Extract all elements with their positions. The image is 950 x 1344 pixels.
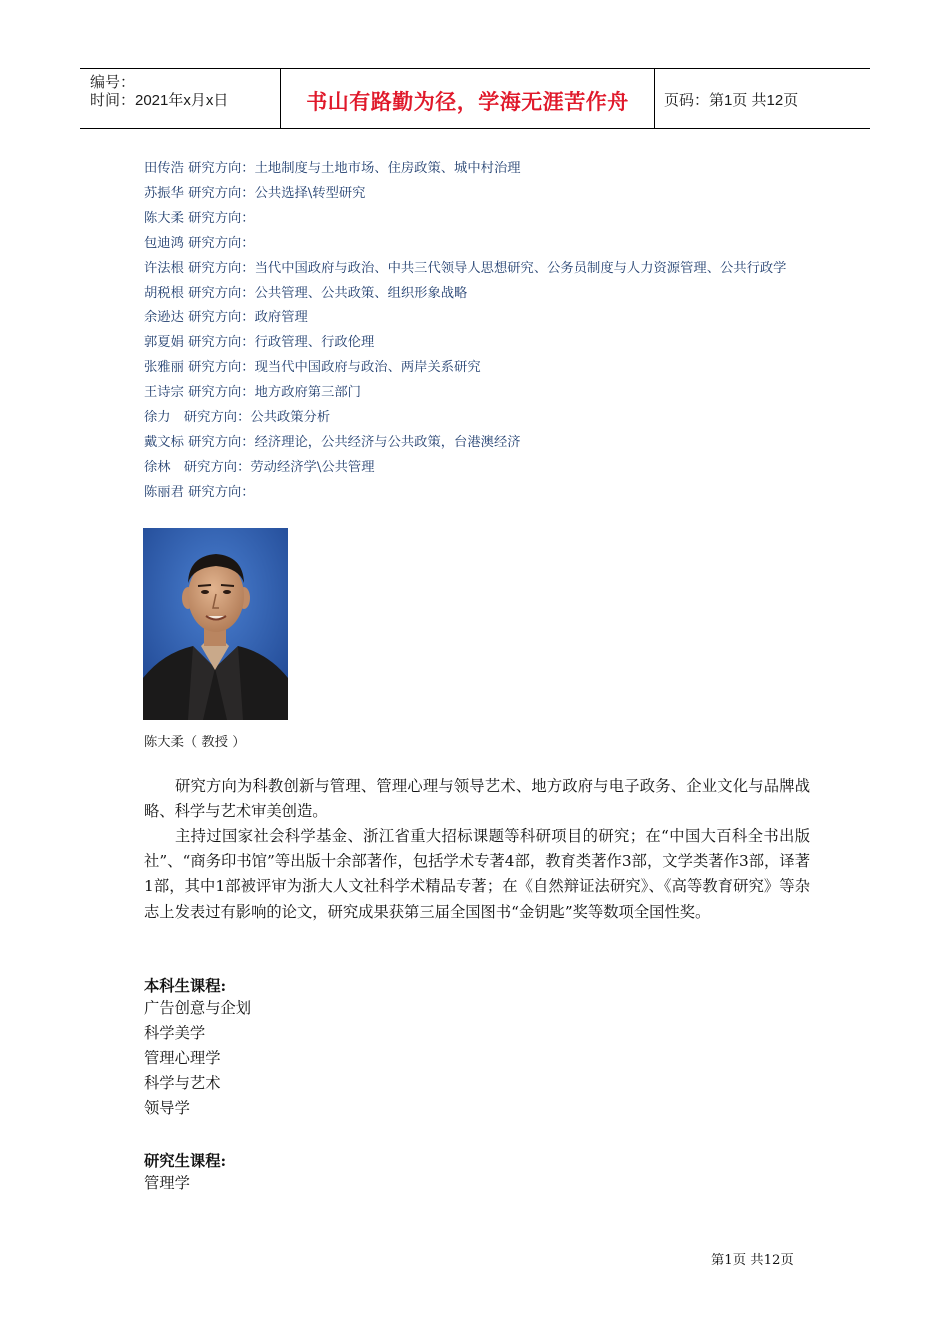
course-item: 科学与艺术 <box>144 1073 221 1092</box>
document-date: 时间：2021年x月x日 <box>90 92 229 109</box>
faculty-entry: 田传浩 研究方向：土地制度与土地市场、住房政策、城中村治理 <box>144 161 521 176</box>
course-item: 领导学 <box>144 1098 190 1117</box>
faculty-entry: 苏振华 研究方向：公共选择\转型研究 <box>144 185 366 201</box>
faculty-entry: 戴文标 研究方向：经济理论，公共经济与公共政策，台港澳经济 <box>144 434 521 450</box>
undergrad-course-list <box>144 996 251 1121</box>
faculty-entry: 陈大柔 研究方向： <box>144 210 255 226</box>
portrait-caption: 陈大柔（ 教授 ） <box>144 735 246 750</box>
course-item: 管理心理学 <box>144 1048 221 1067</box>
graduate-courses-heading: 研究生课程: <box>144 1152 227 1170</box>
faculty-entry: 张雅丽 研究方向：现当代中国政府与政治、两岸关系研究 <box>144 360 481 376</box>
header-motto: 书山有路勤为径，学海无涯苦作舟 <box>306 89 629 114</box>
faculty-entry: 徐力 研究方向：公共政策分析 <box>144 410 331 426</box>
faculty-entry: 王诗宗 研究方向：地方政府第三部门 <box>144 385 361 401</box>
faculty-entry: 郭夏娟 研究方向：行政管理、行政伦理 <box>144 335 375 351</box>
faculty-entry: 余逊达 研究方向：政府管理 <box>144 310 308 326</box>
course-item: 广告创意与企划 <box>144 999 252 1017</box>
course-item: 科学美学 <box>144 1023 206 1042</box>
faculty-entry: 许法根 研究方向：当代中国政府与政治、中共三代领导人思想研究、公务员制度与人力资源管理、公共行政学 <box>144 260 787 276</box>
faculty-entry: 胡税根 研究方向：公共管理、公共政策、组织形象战略 <box>144 285 468 301</box>
portrait-photo <box>143 528 288 720</box>
header-motto-cell <box>281 69 655 128</box>
graduate-course-list <box>144 1171 190 1196</box>
achievements-paragraph: 主持过国家社会科学基金、浙江省重大招标课题等科研项目的研究；在“中国大百科全书出版社”、“商务印书馆”等出版十余部著作，包括学术专著4部，教育类著作3部，文学类著作3部，译著1部，其中1部被评审为浙大人文社科学术精品专著；在《自然辩证法研究》、《高等教育研究》等杂志上发表过有影响的论文，研究成果获第三届全国图书“金钥匙”奖等数项全国性奖。 <box>144 827 810 921</box>
page-footer: 第1页 共12页 <box>711 1253 794 1268</box>
document-number: 编号： <box>90 74 136 91</box>
course-item: 管理学 <box>144 1174 190 1192</box>
header-page-cell <box>655 69 870 128</box>
header-page-number: 页码：第1页 共12页 <box>664 92 799 109</box>
undergrad-courses-heading: 本科生课程: <box>144 977 227 995</box>
faculty-entry: 陈丽君 研究方向： <box>144 484 255 500</box>
faculty-entry: 徐林 研究方向：劳动经济学\公共管理 <box>144 459 375 475</box>
header-info-cell <box>80 69 281 128</box>
faculty-entry: 包迪鸿 研究方向： <box>144 235 255 251</box>
faculty-list <box>144 157 814 506</box>
page-header <box>80 68 870 129</box>
research-direction-paragraph: 研究方向为科教创新与管理、管理心理与领导艺术、地方政府与电子政务、企业文化与品牌战略、科学与艺术审美创造。 <box>144 777 810 821</box>
